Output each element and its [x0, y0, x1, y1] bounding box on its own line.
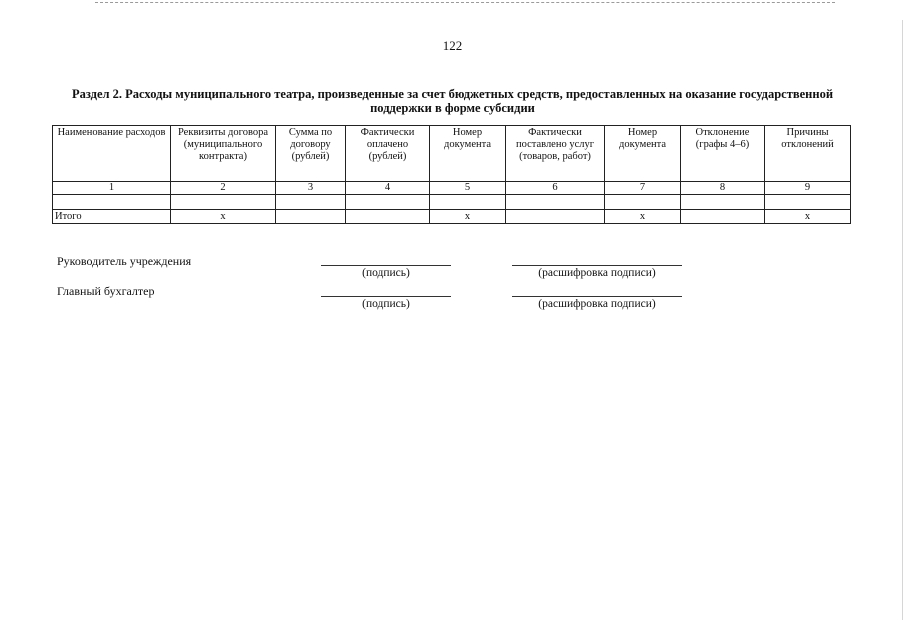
table-row — [53, 195, 851, 210]
table-cell — [430, 195, 506, 210]
total-cell — [681, 210, 765, 224]
header-cell: Сумма по договору (рублей) — [276, 126, 346, 182]
header-cell: Наименование расходов — [53, 126, 171, 182]
table-cell — [605, 195, 681, 210]
director-transcript-caption: (расшифровка подписи) — [538, 267, 656, 279]
total-cell: х — [430, 210, 506, 224]
total-cell: х — [765, 210, 851, 224]
chief-accountant-signature-line — [321, 296, 451, 297]
table-cell — [346, 195, 430, 210]
chief-accountant-signature-caption: (подпись) — [362, 298, 410, 310]
section-title: Раздел 2. Расходы муниципального театра, произведенные за счет бюджетных средств, предоставленных на оказание государственной поддержки в форме субсидии — [71, 87, 834, 115]
table-cell — [765, 195, 851, 210]
column-number-row — [53, 182, 851, 195]
column-number-cell: 7 — [605, 182, 681, 195]
column-number-cell: 8 — [681, 182, 765, 195]
chief-accountant-transcript-caption: (расшифровка подписи) — [538, 298, 656, 310]
director-label: Руководитель учреждения — [57, 254, 192, 268]
director-signature-line — [321, 265, 451, 266]
header-cell: Фактически поставлено услуг (товаров, работ) — [506, 126, 605, 182]
scan-top-edge — [95, 2, 835, 3]
table-cell — [506, 195, 605, 210]
header-cell: Номер документа — [605, 126, 681, 182]
total-cell — [506, 210, 605, 224]
total-cell — [276, 210, 346, 224]
column-number-cell: 6 — [506, 182, 605, 195]
table-cell — [681, 195, 765, 210]
column-number-cell: 3 — [276, 182, 346, 195]
total-label: Итого — [53, 210, 171, 224]
column-number-cell: 1 — [53, 182, 171, 195]
column-number-cell: 2 — [171, 182, 276, 195]
total-cell: х — [605, 210, 681, 224]
column-number-cell: 9 — [765, 182, 851, 195]
total-row — [53, 210, 851, 224]
header-cell: Реквизиты договора (муниципального контракта) — [171, 126, 276, 182]
chief-accountant-transcript-line — [512, 296, 682, 297]
table-cell — [276, 195, 346, 210]
expenses-table — [52, 125, 851, 224]
table-cell — [171, 195, 276, 210]
chief-accountant-label: Главный бухгалтер — [57, 284, 155, 298]
header-cell: Причины отклонений — [765, 126, 851, 182]
table-cell — [53, 195, 171, 210]
director-transcript-line — [512, 265, 682, 266]
director-signature-caption: (подпись) — [362, 267, 410, 279]
column-number-cell: 4 — [346, 182, 430, 195]
table-header-row — [53, 126, 851, 182]
header-cell: Фактически оплачено (рублей) — [346, 126, 430, 182]
total-cell: х — [171, 210, 276, 224]
page-number: 122 — [442, 38, 463, 53]
header-cell: Отклонение (графы 4–6) — [681, 126, 765, 182]
scan-right-edge — [902, 20, 903, 620]
total-cell — [346, 210, 430, 224]
column-number-cell: 5 — [430, 182, 506, 195]
header-cell: Номер документа — [430, 126, 506, 182]
